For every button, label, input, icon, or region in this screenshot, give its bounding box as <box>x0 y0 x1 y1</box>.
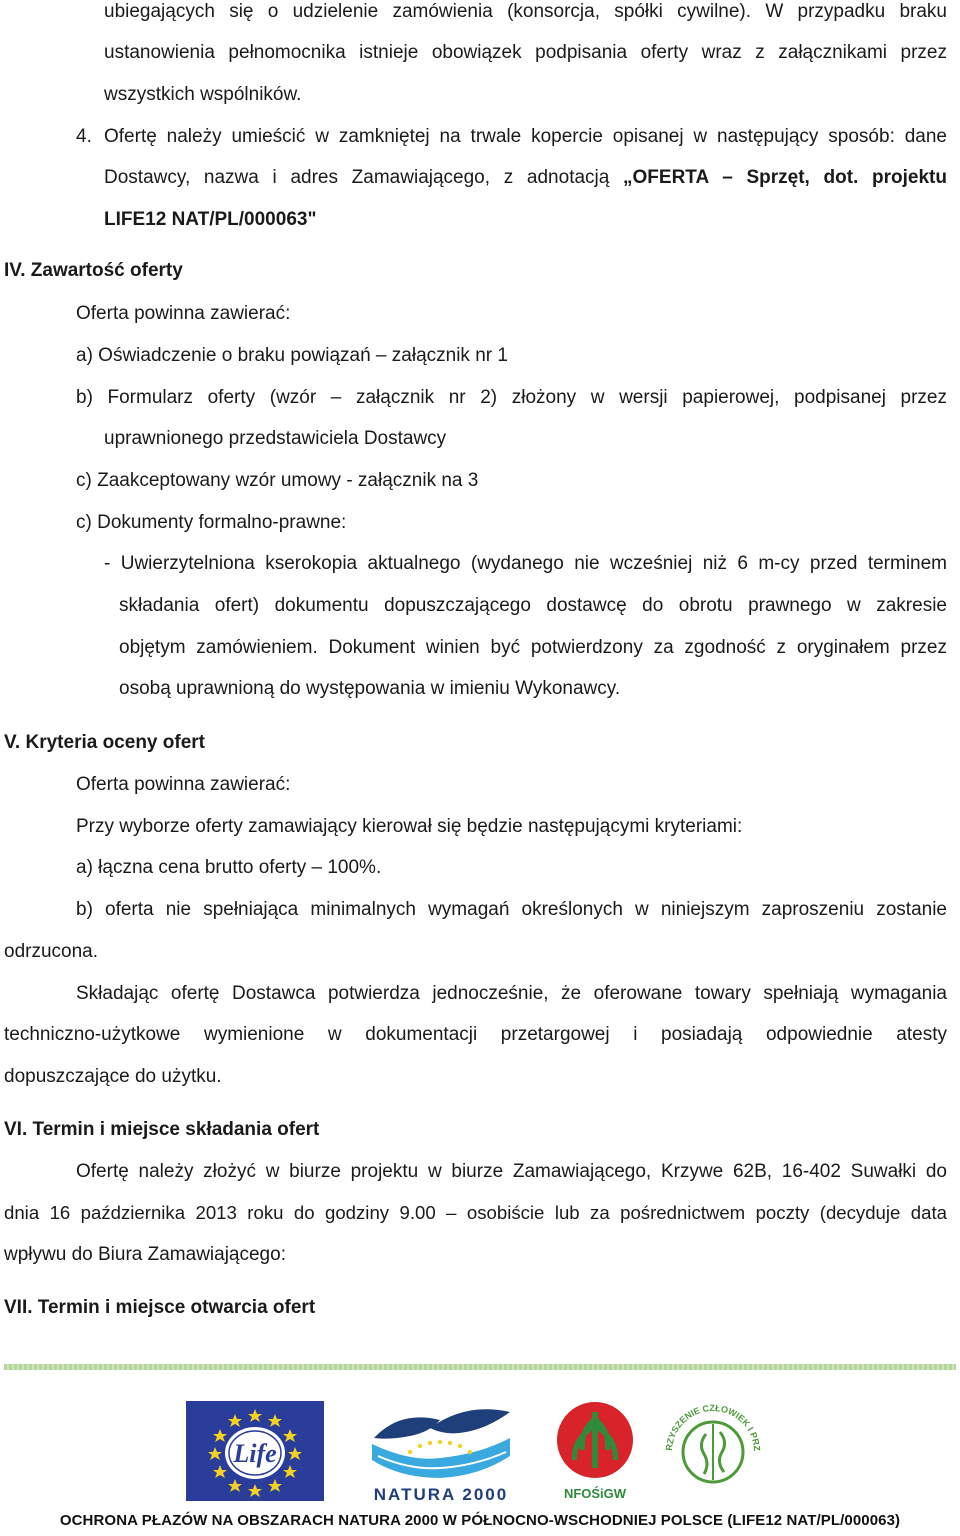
section-heading: IV. Zawartość oferty <box>4 260 183 281</box>
criteria-intro: Przy wyborze oferty zamawiający kierował się będzie następującymi kryteriami: <box>76 816 743 837</box>
sub-item-continuation: składania ofert) dokumentu dopuszczającego dostawcę do obrotu prawnego w zakresie <box>119 595 947 616</box>
sub-item: - Uwierzytelniona kserokopia aktualnego (wydanego nie wcześniej niż 6 m-cy przed terminem <box>104 553 947 574</box>
nfosigw-emblem-icon <box>554 1398 636 1504</box>
section-heading: VI. Termin i miejsce składania ofert <box>4 1119 320 1140</box>
list-item: a) łączna cena brutto oferty – 100%. <box>76 857 382 878</box>
annotation-plain: Dostawcy, nazwa i adres Zamawiającego, z adnotacją <box>104 167 624 188</box>
section-heading: V. Kryteria oceny ofert <box>4 732 205 753</box>
paragraph-line: dnia 16 października 2013 roku do godziny 9.00 – osobiście lub za pośrednictwem poczty (decyduje data <box>4 1202 947 1223</box>
footer-project-title: OCHRONA PŁAZÓW NA OBSZARACH NATURA 2000 W PÓŁNOCNO-WSCHODNIEJ POLSCE (LIFE12 NAT/PL/000063) <box>59 1512 901 1529</box>
footer-divider <box>4 1364 956 1370</box>
sub-item-continuation: objętym zamówieniem. Dokument winien być potwierdzony za zgodność z oryginałem przez <box>119 637 947 658</box>
stowarzyszenie-emblem-icon <box>658 1394 768 1504</box>
paragraph-line: wpływu do Biura Zamawiającego: <box>4 1244 286 1265</box>
natura-2000-logo <box>370 1398 512 1504</box>
list-number: 4. <box>76 126 92 147</box>
list-item-continuation: odrzucona. <box>4 941 99 962</box>
paragraph-line: Ofertę należy złożyć w biurze projektu w biurze Zamawiającego, Krzywe 62B, 16-402 Suwałki do <box>76 1161 947 1182</box>
body-line: ubiegających się o udzielenie zamówienia (konsorcja, spółki cywilne). W przypadku braku <box>104 1 947 22</box>
paragraph-line: Składając ofertę Dostawca potwierdza jednocześnie, że oferowane towary spełniają wymagania <box>76 983 947 1004</box>
svg-text:NFOŚiGW: NFOŚiGW <box>563 1486 627 1501</box>
stowarzyszenie-ring-text: RZYSZENIE CZŁOWIEK I PRZ <box>663 1402 763 1452</box>
project-code: LIFE12 NAT/PL/000063" <box>104 209 317 230</box>
eu-life-logo <box>186 1401 324 1501</box>
list-item: b) oferta nie spełniająca minimalnych wymagań określonych w niniejszym zaproszeniu zostanie <box>76 899 947 920</box>
body-line: wszystkich wspólników. <box>104 84 302 105</box>
body-line: ustanowienia pełnomocnika istnieje obowiązek podpisania oferty wraz z załącznikami przez <box>104 42 947 63</box>
section-intro: Oferta powinna zawierać: <box>76 303 291 324</box>
list-item: c) Zaakceptowany wzór umowy - załącznik na 3 <box>76 470 479 491</box>
list-item: c) Dokumenty formalno-prawne: <box>76 512 347 533</box>
list-item-continuation: uprawnionego przedstawiciela Dostawcy <box>104 428 447 449</box>
nfosigw-logo <box>554 1398 636 1504</box>
stowarzyszenie-logo <box>658 1394 768 1504</box>
section-heading: VII. Termin i miejsce otwarcia ofert <box>4 1297 316 1318</box>
annotation-bold: „OFERTA – Sprzęt, dot. projektu <box>623 167 947 188</box>
list-item: b) Formularz oferty (wzór – załącznik nr 2) złożony w wersji papierowej, podpisanej przez <box>76 387 947 408</box>
svg-text:NATURA 2000: NATURA 2000 <box>373 1485 509 1504</box>
sub-item-continuation: osobą uprawnioną do występowania w imieniu Wykonawcy. <box>119 678 621 699</box>
list-item-text <box>104 166 947 190</box>
svg-text:Life: Life <box>233 1439 277 1468</box>
paragraph-line: dopuszczające do użytku. <box>4 1066 222 1087</box>
list-item: a) Oświadczenie o braku powiązań – załącznik nr 1 <box>76 345 508 366</box>
list-item-text: Ofertę należy umieścić w zamkniętej na trwale kopercie opisanej w następujący sposób: dane <box>104 126 947 147</box>
natura-birds-icon <box>370 1398 512 1504</box>
eu-flag-icon <box>186 1401 324 1501</box>
paragraph-line: techniczno-użytkowe wymienione w dokumentacji przetargowej i posiadają odpowiednie atesty <box>4 1024 947 1045</box>
section-intro: Oferta powinna zawierać: <box>76 774 291 795</box>
